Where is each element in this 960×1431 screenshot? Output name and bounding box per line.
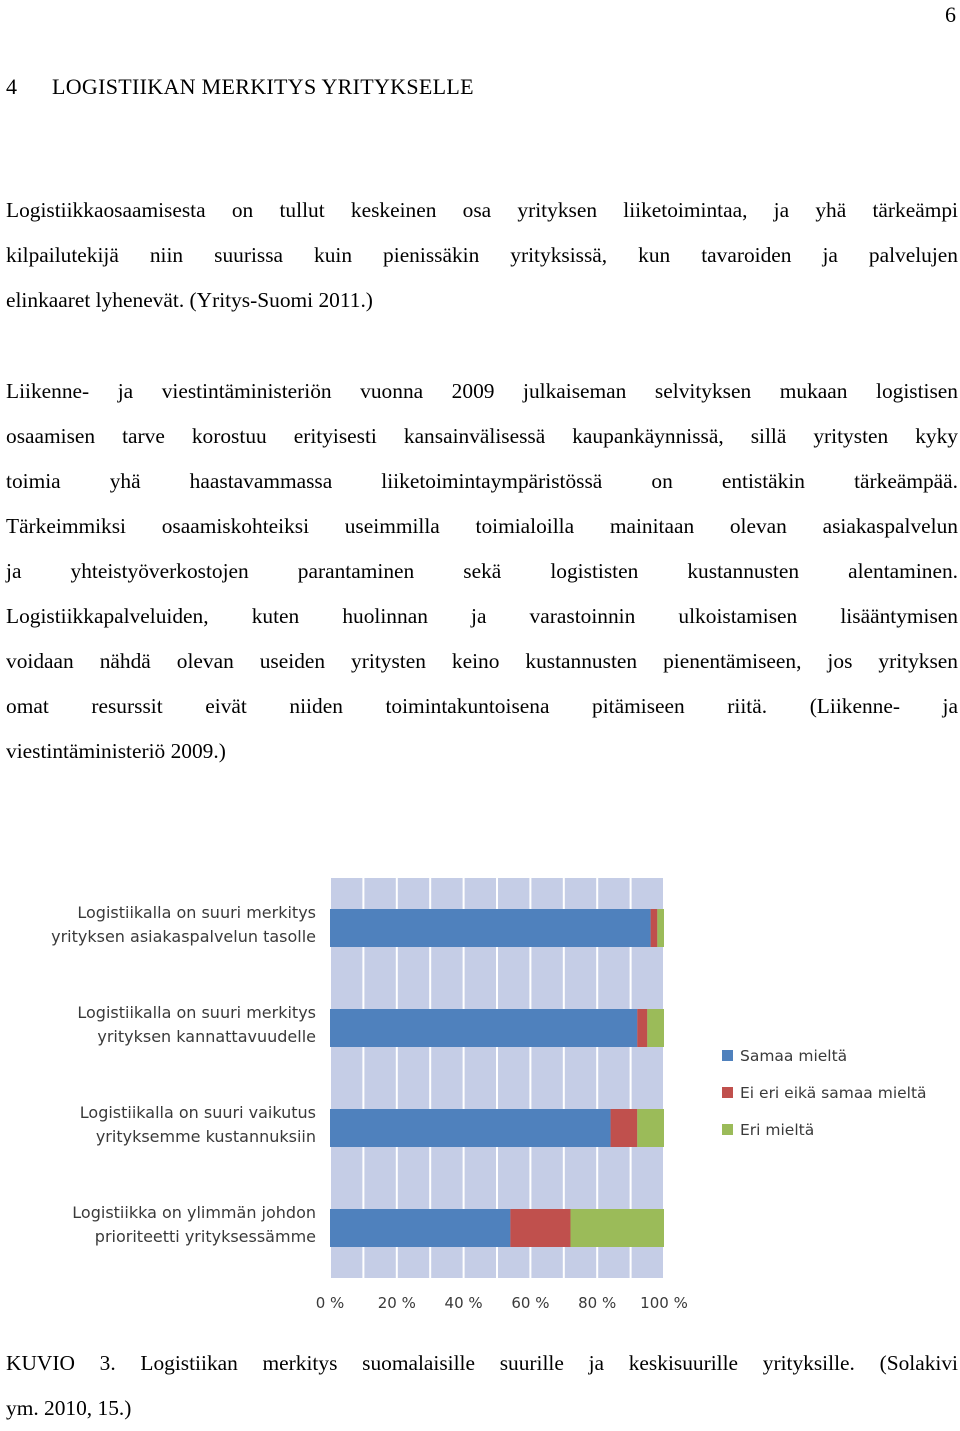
chart-canvas bbox=[0, 860, 960, 1320]
paragraph-line: Logistiikkaosaamisesta on tullut keskeinen osa yrityksen liiketoimintaa, ja yhä tärkeämpi bbox=[6, 198, 958, 222]
x-tick-label: 60 % bbox=[511, 1294, 550, 1312]
bar-segment bbox=[657, 909, 664, 947]
section-title: LOGISTIIKAN MERKITYS YRITYKSELLE bbox=[52, 74, 474, 99]
paragraph-line: omat resurssit eivät niiden toimintakuntoisena pitämiseen riitä. (Liikenne- ja bbox=[6, 694, 958, 718]
legend-label: Ei eri eikä samaa mieltä bbox=[740, 1084, 927, 1102]
category-label: prioriteetti yrityksessämme bbox=[94, 1227, 316, 1246]
paragraph-line: viestintäministeriö 2009.) bbox=[6, 739, 226, 763]
caption-line: ym. 2010, 15.) bbox=[6, 1396, 132, 1420]
page-number: 6 bbox=[945, 2, 956, 27]
paragraph-line: voidaan nähdä olevan useiden yritysten keino kustannusten pienentämiseen, jos yrityksen bbox=[6, 649, 958, 673]
bar-segment bbox=[510, 1209, 570, 1247]
bar-segment bbox=[651, 909, 658, 947]
paragraph-line: kilpailutekijä niin suurissa kuin pienissäkin yrityksissä, kun tavaroiden ja palvelujen bbox=[6, 243, 958, 267]
bar-segment bbox=[570, 1209, 664, 1247]
x-tick-label: 80 % bbox=[578, 1294, 617, 1312]
x-tick-label: 40 % bbox=[444, 1294, 483, 1312]
bar-segment bbox=[647, 1009, 664, 1047]
bar-segment bbox=[611, 1109, 638, 1147]
x-tick-label: 0 % bbox=[315, 1294, 345, 1312]
section-heading bbox=[6, 74, 474, 100]
legend-swatch bbox=[722, 1050, 733, 1061]
caption-line: KUVIO 3. Logistiikan merkitys suomalaisille suurille ja keskisuurille yrityksille. (Solakivi bbox=[6, 1351, 958, 1375]
category-label: yrityksemme kustannuksiin bbox=[95, 1127, 316, 1146]
category-label: yrityksen kannattavuudelle bbox=[97, 1027, 316, 1046]
paragraph-intro bbox=[6, 188, 958, 323]
bar-segment bbox=[330, 1209, 510, 1247]
paragraph-line: osaamisen tarve korostuu erityisesti kansainvälisessä kaupankäynnissä, sillä yritysten kyky bbox=[6, 424, 958, 448]
bar-segment bbox=[637, 1009, 647, 1047]
paragraph-line: Liikenne- ja viestintäministeriön vuonna 2009 julkaiseman selvityksen mukaan logistisen bbox=[6, 379, 958, 403]
legend-label: Samaa mieltä bbox=[740, 1047, 848, 1065]
legend-label: Eri mieltä bbox=[740, 1121, 815, 1139]
paragraph-line: Tärkeimmiksi osaamiskohteiksi useimmilla toimialoilla mainitaan olevan asiakaspalvelun bbox=[6, 514, 958, 538]
x-tick-label: 100 % bbox=[640, 1294, 688, 1312]
bar-segment bbox=[330, 909, 651, 947]
category-label: Logistiikalla on suuri vaikutus bbox=[79, 1103, 316, 1122]
category-label: Logistiikka on ylimmän johdon bbox=[72, 1203, 316, 1222]
category-label: yrityksen asiakaspalvelun tasolle bbox=[51, 927, 316, 946]
category-label: Logistiikalla on suuri merkitys bbox=[77, 903, 316, 922]
figure-caption bbox=[6, 1341, 958, 1431]
paragraph-line: ja yhteistyöverkostojen parantaminen sekä logististen kustannusten alentaminen. bbox=[6, 559, 958, 583]
x-tick-label: 20 % bbox=[377, 1294, 416, 1312]
legend-swatch bbox=[722, 1124, 733, 1135]
paragraph-line: Logistiikkapalveluiden, kuten huolinnan ja varastoinnin ulkoistamisen lisääntymisen bbox=[6, 604, 958, 628]
bar-segment bbox=[330, 1109, 611, 1147]
section-number: 4 bbox=[6, 74, 18, 99]
paragraph-line: elinkaaret lyhenevät. (Yritys-Suomi 2011.) bbox=[6, 288, 373, 312]
bar-segment bbox=[637, 1109, 664, 1147]
bar-segment bbox=[330, 1009, 637, 1047]
paragraph-line: toimia yhä haastavammassa liiketoimintaympäristössä on entistäkin tärkeämpää. bbox=[6, 469, 958, 493]
legend-swatch bbox=[722, 1087, 733, 1098]
category-label: Logistiikalla on suuri merkitys bbox=[77, 1003, 316, 1022]
paragraph-ministry-study bbox=[6, 369, 958, 774]
stacked-bar-chart bbox=[0, 860, 960, 1320]
